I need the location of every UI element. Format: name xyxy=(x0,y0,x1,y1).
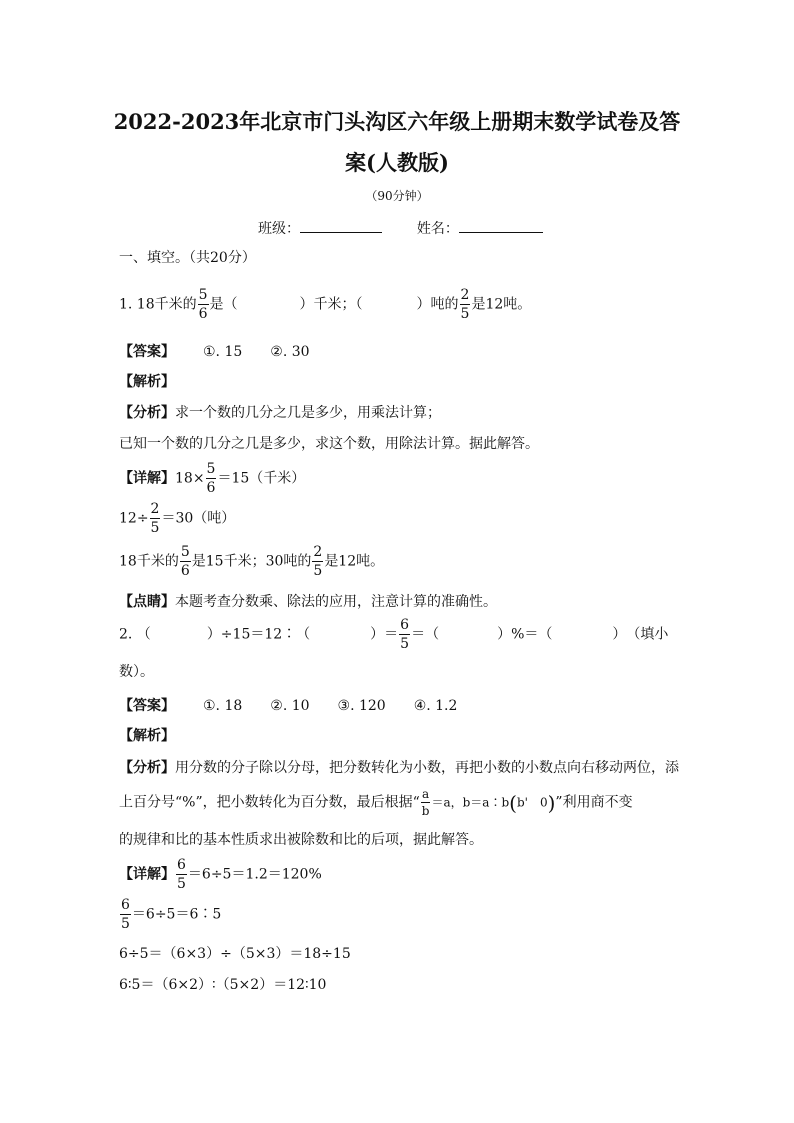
q2-answer xyxy=(119,698,457,714)
q1-text: ）千米；（ xyxy=(299,296,363,313)
q2-text: ） （填小 xyxy=(612,626,669,643)
answer-values: ①. 18 ②. 10 ③. 120 ④. 1.2 xyxy=(203,698,458,714)
page-title-line2: 案(人教版) xyxy=(345,150,449,175)
expr: ＝6÷5＝1.2＝120% xyxy=(187,866,322,883)
denominator: 6 xyxy=(180,563,190,579)
numerator: 5 xyxy=(198,287,208,303)
numerator: 2 xyxy=(150,501,160,517)
name-field[interactable] xyxy=(459,218,543,233)
fraction xyxy=(120,898,131,931)
q2-jiexi: 【解析】 xyxy=(119,728,175,744)
answer-values: ①. 15 ②. 30 xyxy=(203,344,310,360)
dianjing-text: 本题考查分数乘、除法的应用，注意计算的准确性。 xyxy=(175,594,497,610)
numerator: 2 xyxy=(460,287,470,303)
q1-fenxi xyxy=(119,405,441,421)
q2-detail-3: 6÷5＝（6×3）÷（5×3）＝18÷15 xyxy=(119,946,351,962)
numerator: 5 xyxy=(206,461,216,477)
fraction xyxy=(176,858,187,891)
q2-fenxi xyxy=(119,760,679,776)
numerator: 6 xyxy=(121,897,130,913)
section-heading: 一、填空。（共20分） xyxy=(119,250,256,266)
fraction xyxy=(312,545,323,578)
xiangjie-tag: 【详解】 xyxy=(119,470,175,487)
expr: ＝15（千米） xyxy=(217,470,306,487)
q1-text: ）吨的 xyxy=(416,296,459,313)
q2-detail-2 xyxy=(119,898,221,931)
fenxi-tag: 【分析】 xyxy=(119,405,175,421)
class-label: 班级： xyxy=(258,221,300,237)
expr: ＝30（吨） xyxy=(161,510,236,527)
rule-text: b' 0 xyxy=(516,795,548,810)
class-field[interactable] xyxy=(300,218,382,233)
q2-text: ）＝ xyxy=(370,626,399,643)
dianjing-tag: 【点睛】 xyxy=(119,594,175,610)
numerator: 5 xyxy=(180,544,190,560)
fenxi-text: 求一个数的几分之几是多少，用乘法计算； xyxy=(175,405,441,421)
fenxi-text: 上百分号“%”，把小数转化为百分数，最后根据“ xyxy=(119,794,420,811)
fraction xyxy=(421,788,431,817)
duration: （90分钟） xyxy=(365,189,429,203)
q1-jiexi: 【解析】 xyxy=(119,374,175,390)
numerator: 6 xyxy=(177,857,186,873)
fraction xyxy=(150,502,161,535)
fraction xyxy=(399,618,410,651)
q1-detail-1 xyxy=(119,462,305,495)
q1-fenxi-2: 已知一个数的几分之几是多少，求这个数，用除法计算。据此解答。 xyxy=(119,436,539,452)
q2-text: ）÷15＝12∶（ xyxy=(206,626,311,643)
expr: 是12吨。 xyxy=(324,553,385,570)
question-2 xyxy=(119,618,668,651)
expr: 18× xyxy=(175,470,205,487)
numerator: 2 xyxy=(313,544,323,560)
denominator: 5 xyxy=(400,636,410,652)
denominator: b xyxy=(421,804,430,818)
denominator: 6 xyxy=(198,306,208,322)
denominator: 6 xyxy=(206,480,216,496)
q1-detail-2 xyxy=(119,502,235,535)
q2-fenxi-3: 的规律和比的基本性质求出被除数和比的后项，据此解答。 xyxy=(119,832,483,848)
q2-text: 2. （ xyxy=(119,626,151,643)
fraction xyxy=(198,288,209,321)
expr: 是15千米；30吨的 xyxy=(191,553,312,570)
q1-text: 是（ xyxy=(209,296,238,313)
q2-text-cont: 数）。 xyxy=(119,664,154,680)
rule-text: ＝a，b＝a∶b xyxy=(431,795,510,810)
name-label: 姓名： xyxy=(416,221,459,237)
denominator: 5 xyxy=(177,876,186,892)
paren-right: ) xyxy=(547,790,556,815)
denominator: 5 xyxy=(121,916,130,932)
q1-answer xyxy=(119,344,310,360)
answer-tag: 【答案】 xyxy=(119,344,175,360)
denominator: 5 xyxy=(313,563,323,579)
q2-detail-4: 6∶5＝（6×2）∶（5×2）＝12∶10 xyxy=(119,977,327,993)
q1-text: 是12吨。 xyxy=(471,296,532,313)
numerator: a xyxy=(422,787,430,801)
numerator: 6 xyxy=(400,617,410,633)
q2-fenxi-2 xyxy=(119,788,633,817)
page-title-line1: 2022-2023年北京市门头沟区六年级上册期末数学试卷及答 xyxy=(113,109,681,134)
fraction xyxy=(180,545,191,578)
expr: ＝6÷5＝6∶5 xyxy=(131,906,222,923)
q1-text: 1. 18千米的 xyxy=(119,296,197,313)
expr: 18千米的 xyxy=(119,553,179,570)
q1-dianjing xyxy=(119,594,497,610)
fenxi-tag: 【分析】 xyxy=(119,760,175,776)
expr: 12÷ xyxy=(119,510,149,527)
q1-detail-3 xyxy=(119,545,384,578)
q2-detail-1 xyxy=(119,858,322,891)
denominator: 5 xyxy=(460,306,470,322)
fraction xyxy=(460,288,471,321)
denominator: 5 xyxy=(150,520,160,536)
student-info xyxy=(258,218,543,237)
question-1 xyxy=(119,288,531,321)
fenxi-text: ”利用商不变 xyxy=(555,794,633,811)
answer-tag: 【答案】 xyxy=(119,698,175,714)
xiangjie-tag: 【详解】 xyxy=(119,866,175,883)
q2-text: ）%＝（ xyxy=(497,626,553,643)
fraction xyxy=(206,462,217,495)
paren-left: ( xyxy=(509,790,517,815)
fenxi-text: 用分数的分子除以分母，把分数转化为小数，再把小数的小数点向右移动两位，添 xyxy=(175,760,679,776)
q2-text: ＝（ xyxy=(411,626,440,643)
